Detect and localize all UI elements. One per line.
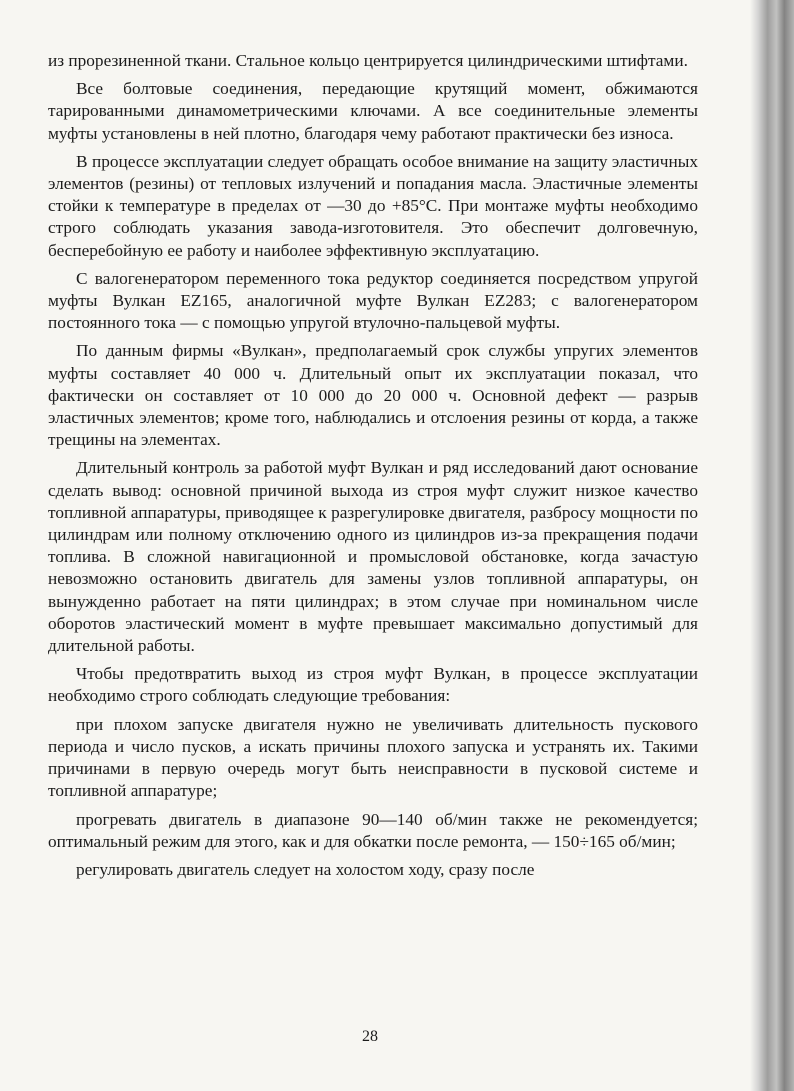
paragraph-2: Все болтовые соединения, передающие крутящий момент, обжимаются тарированными динамометрическими ключами. А все соединительные элементы муфты установлены в ней плотно, благодаря чему работают практически без износа. — [48, 79, 698, 143]
paragraph-4: С валогенератором переменного тока редуктор соединяется посредством упругой муфты Вулкан EZ165, аналогичной муфте Вулкан EZ283; с валогенератором постоянного тока — с помощью упругой втулочно-пальцевой муфты. — [48, 268, 698, 333]
book-spine-shadow — [750, 0, 794, 1091]
requirement-2: прогревать двигатель в диапазоне 90—140 об/мин также не рекомендуется; оптимальный режим для этого, как и для обкатки после ремонта, — 150÷165 об/мин; — [48, 809, 698, 851]
paragraph-1: из прорезиненной ткани. Стальное кольцо центрируется цилиндрическими штифтами. — [48, 51, 688, 70]
paragraph-5: По данным фирмы «Вулкан», предполагаемый срок службы упругих элементов муфты составляет 40 000 ч. Длительный опыт их эксплуатации показал, что фактически он составляет от 10 000 до 20 000 ч. Основной дефект — разрыв эластичных элементов; кроме того, наблюдались и отслоения резины от корда, а также трещины на элементах. — [48, 341, 698, 450]
paragraph-7: Чтобы предотвратить выход из строя муфт Вулкан, в процессе эксплуатации необходимо строго соблюдать следующие требования: — [48, 664, 698, 706]
paragraph-3: В процессе эксплуатации следует обращать особое внимание на защиту эластичных элементов (резины) от тепловых излучений и попадания масла. Эластичные элементы стойки к температуре в пределах от —30 до +85°С. При монтаже муфты необходимо строго соблюдать указания завода-изготовителя. Это обеспечит долговечную, бесперебойную ее работу и наиболее эффективную эксплуатацию. — [48, 151, 698, 260]
paragraph-6: Длительный контроль за работой муфт Вулкан и ряд исследований дают основание сделать вывод: основной причиной выхода из строя муфт служит низкое качество топливной аппаратуры, приводящее к разрегулировке двигателя, разбросу мощности по цилиндрам или полному отключению одного из цилиндров из-за прекращения подачи топлива. В сложной навигационной и промысловой обстановке, когда зачастую невозможно остановить двигатель для замены узлов топливной аппаратуры, он вынужденно работает на пяти цилиндрах; в этом случае при номинальном числе оборотов эластический момент в муфте превышает максимально допустимый для длительной работы. — [48, 458, 698, 656]
page-number: 28 — [362, 1028, 378, 1045]
page-body — [48, 50, 698, 887]
requirement-3: регулировать двигатель следует на холостом ходу, сразу после — [76, 859, 535, 879]
requirement-1: при плохом запуске двигателя нужно не увеличивать длительность пускового периода и число пусков, а искать причины плохого запуска и устранять их. Такими причинами в первую очередь могут быть неисправности в пусковой системе и топливной аппаратуре; — [48, 714, 698, 801]
